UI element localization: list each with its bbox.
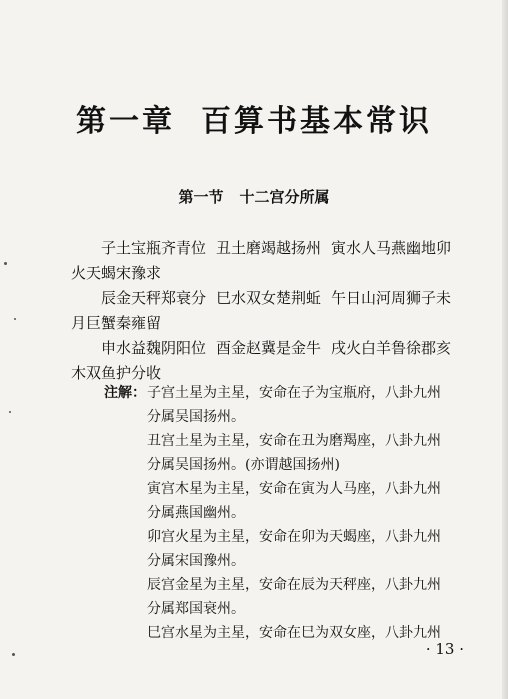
page-number: · 13 · [425, 640, 464, 658]
chapter-title [0, 96, 508, 140]
verse-line: 子土宝瓶齐青位 丑土磨竭越扬州 寅水人马燕幽地卯 [101, 239, 452, 257]
section-name: 十二宫分所属 [239, 188, 330, 206]
verse-paragraph [71, 286, 486, 336]
verse-paragraph [71, 236, 486, 286]
note-item: 巳宫水星为主星，安命在巳为双女座，八卦九州 [147, 625, 441, 641]
scan-speck [4, 262, 7, 265]
verse-line: 月巨蟹秦雍留 [71, 314, 162, 332]
note-item: 丑宫土星为主星，安命在丑为磨羯座，八卦九州 分属吴国扬州。(亦谓越国扬州) [147, 433, 441, 473]
section-title [0, 186, 508, 207]
section-number: 第一节 [178, 188, 224, 206]
note-item: 辰宫金星为主星，安命在辰为天秤座，八卦九州 分属郑国衰州。 [147, 577, 441, 617]
scan-speck [9, 411, 11, 413]
verse-line: 辰金天秤郑衰分 巳水双女楚荆蚯 午日山河周狮子未 [101, 289, 452, 307]
chapter-number: 第一章 [76, 104, 175, 139]
notes-label: 注解： [104, 385, 146, 401]
note-item: 寅宫木星为主星，安命在寅为人马座，八卦九州 分属燕国幽州。 [147, 481, 441, 521]
chapter-name: 百算书基本常识 [201, 104, 432, 139]
note-item: 子宫土星为主星，安命在子为宝瓶府，八卦九州 分属吴国扬州。 [147, 385, 441, 425]
note-item: 卯宫火星为主星，安命在卯为天蝎座，八卦九州 分属宋国豫州。 [147, 529, 441, 569]
verse-line: 火天蝎宋豫求 [71, 264, 162, 282]
verse-line: 申水益魏阴阳位 酉金赵冀是金牛 戌火白羊鲁徐郡亥 [101, 339, 452, 357]
verse-paragraph [71, 336, 486, 386]
scan-speck [14, 318, 16, 320]
scan-speck [12, 653, 15, 656]
verse-line: 木双鱼护分收 [71, 364, 162, 382]
